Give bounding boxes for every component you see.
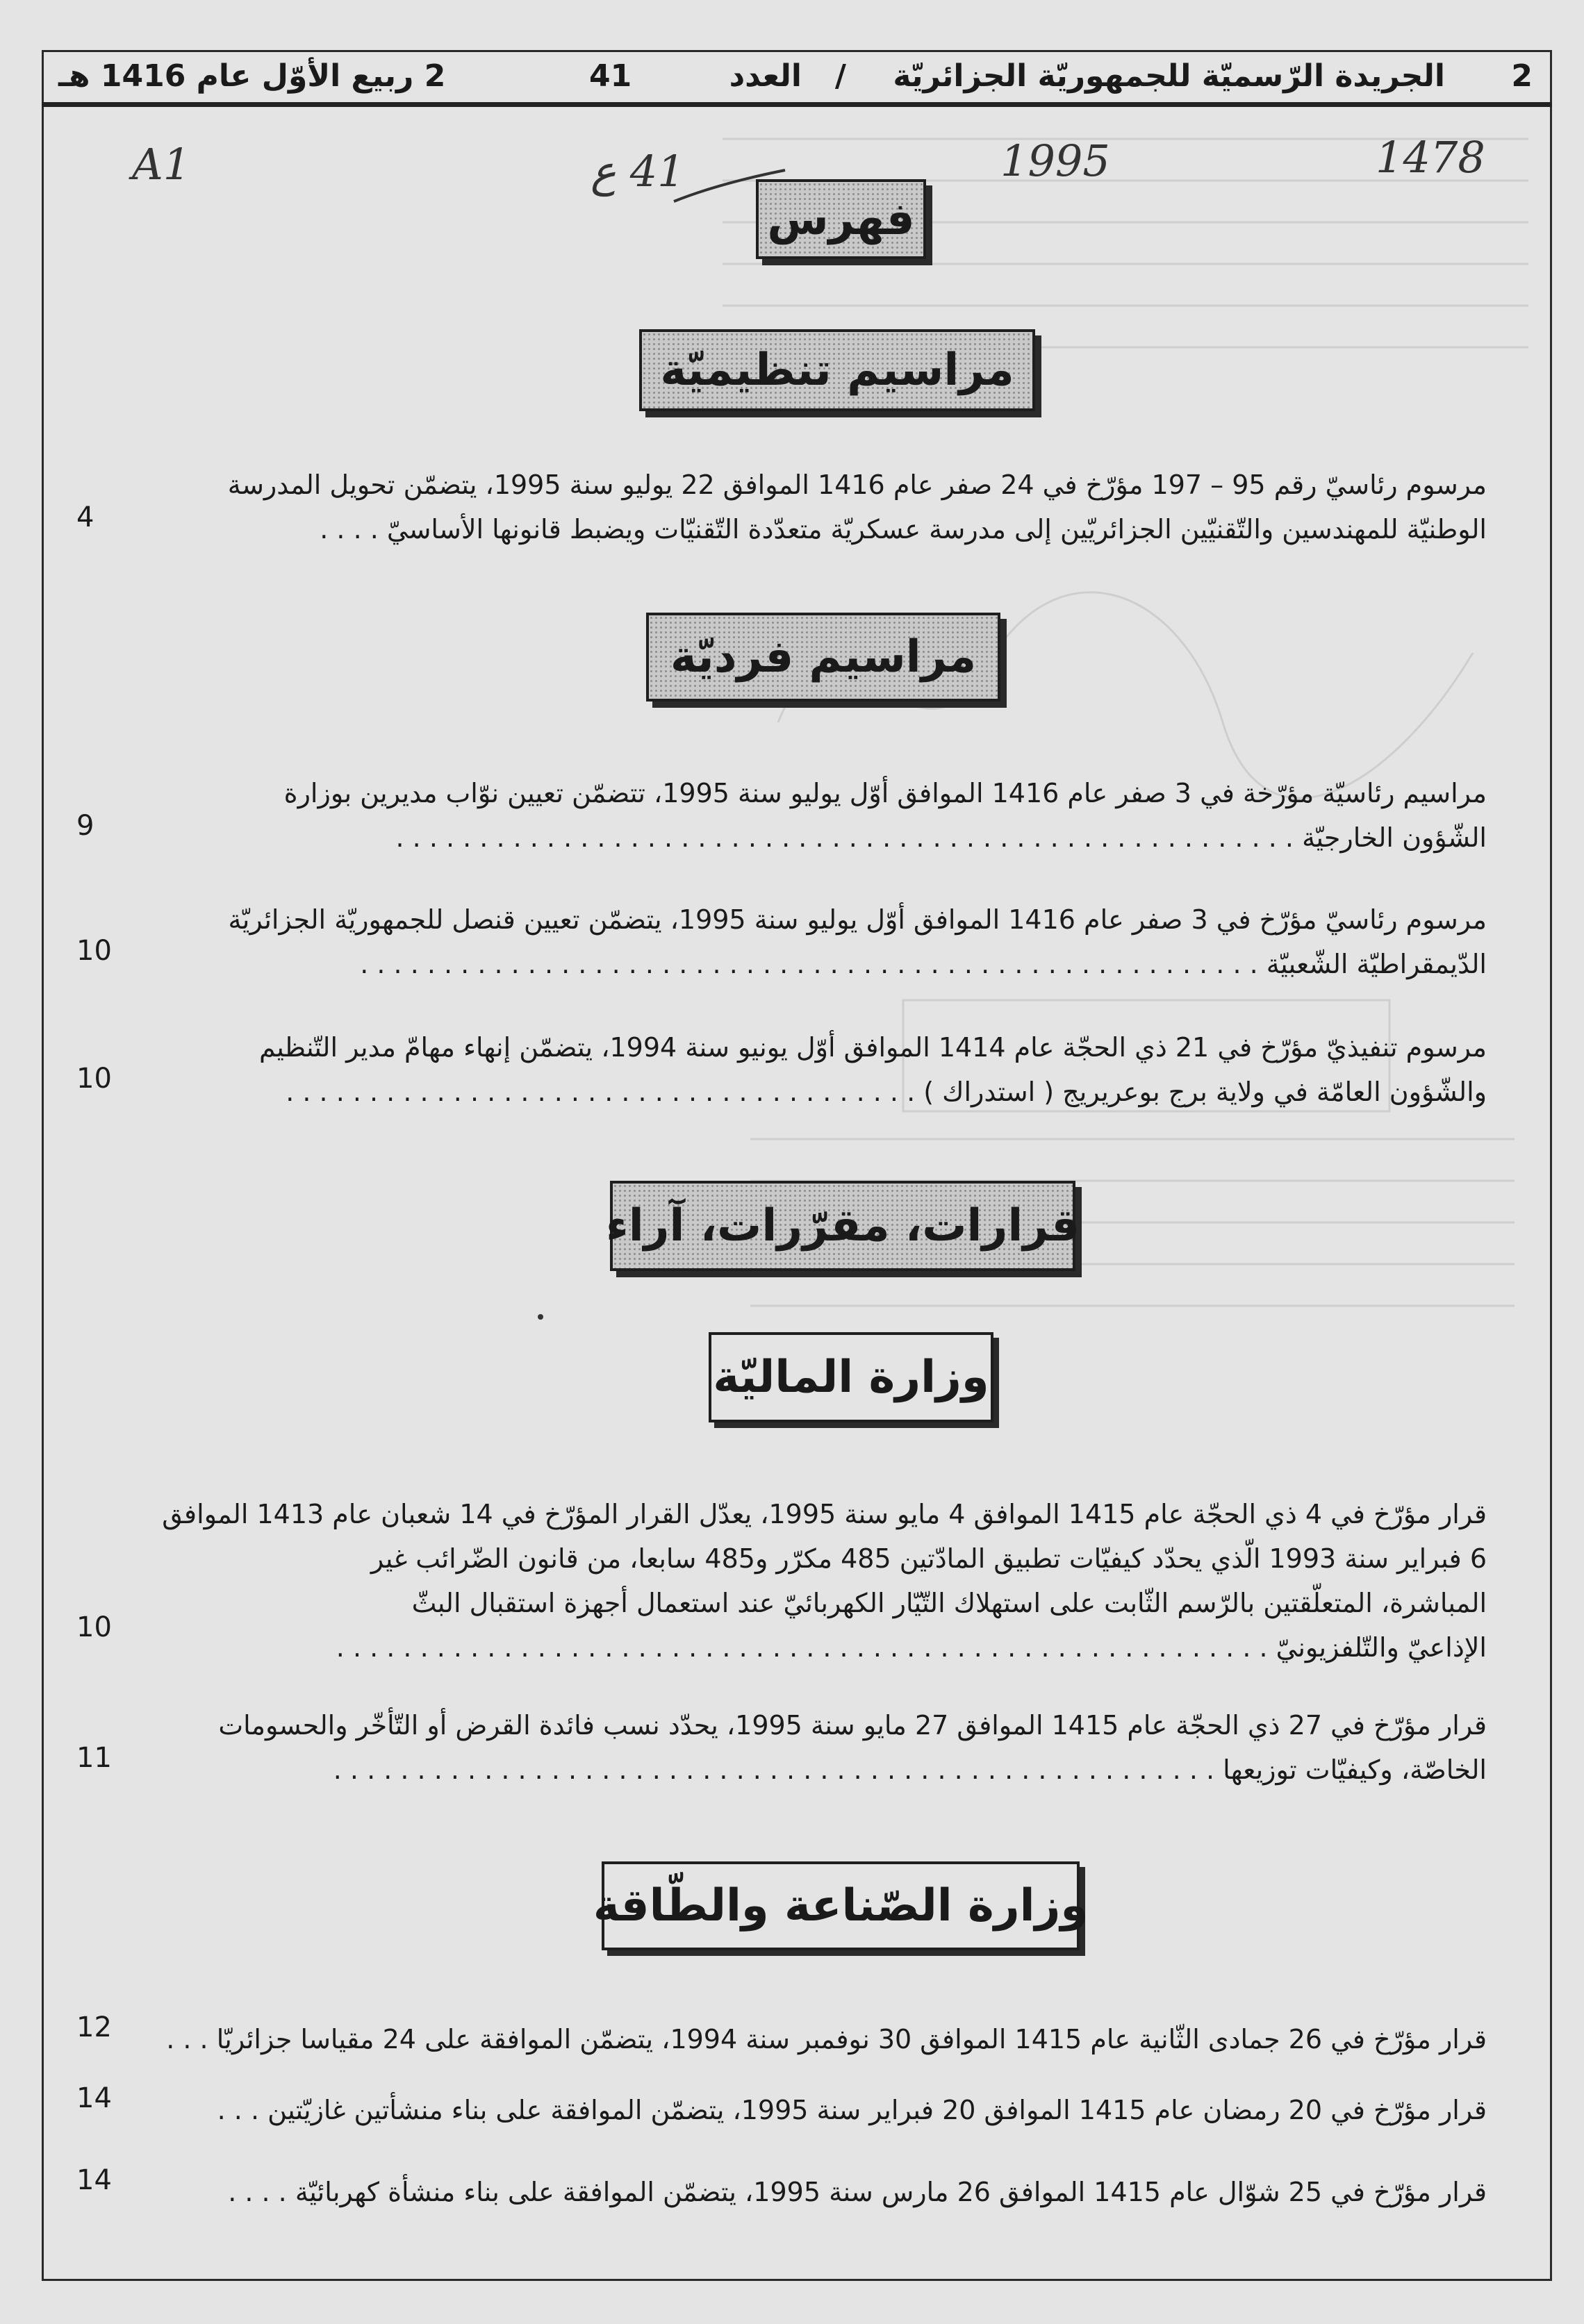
toc-entry-9-line1: قرار مؤرّخ في 25 شوّال عام 1415 الموافق 26 مارس سنة 1995، يتضمّن الموافقة على بناء منشأة كهربائيّة	[295, 2177, 1487, 2207]
header-issue-label: العدد	[729, 58, 802, 94]
toc-entry-7	[153, 2017, 1487, 2061]
toc-entry-3-dots: . . . . . . . . . . . . . . . . . . . . . . . . . . . . . . . . . . . . . . . . . . . . . . . . . . . . . .	[360, 949, 1258, 979]
toc-entry-1-page: 4	[76, 501, 94, 533]
section-individual-decrees: مراسيم فرديّة	[646, 613, 1000, 702]
toc-entry-4-line1: مرسوم تنفيذيّ مؤرّخ في 21 ذي الحجّة عام 1414 الموافق أوّل يونيو سنة 1994، يتضمّن إنهاء مهامّ مدير التّنظيم	[259, 1032, 1487, 1063]
toc-entry-8-line1: قرار مؤرّخ في 20 رمضان عام 1415 الموافق 20 فبراير سنة 1995، يتضمّن الموافقة على بناء منشأتين غازيّتين	[267, 2095, 1487, 2125]
handwritten-corner-note: A1	[132, 139, 191, 190]
toc-entry-4-line2: والشّؤون العامّة في ولاية برج بوعريريج ( استدراك )	[923, 1077, 1487, 1107]
toc-entry-2-line1: مراسيم رئاسيّة مؤرّخة في 3 صفر عام 1416 الموافق أوّل يوليو سنة 1995، تتضمّن تعيين نوّاب مديرين بوزارة	[283, 778, 1487, 808]
toc-entry-1-line2: الوطنيّة للمهندسين والتّقنيّين الجزائريّين إلى مدرسة عسكريّة متعدّدة التّقنيّات ويضبط قانونها الأساسيّ	[386, 514, 1487, 545]
toc-entry-2-dots: . . . . . . . . . . . . . . . . . . . . . . . . . . . . . . . . . . . . . . . . . . . . . . . . . . . . . .	[395, 822, 1294, 853]
header-issue-number: 41	[589, 58, 632, 94]
toc-title: فهرس	[756, 179, 926, 259]
toc-entry-8-dots: . . .	[217, 2095, 260, 2125]
toc-entry-4-dots: . . . . . . . . . . . . . . . . . . . . . . . . . . . . . . . . . . . . . .	[286, 1077, 916, 1107]
section-ministry-finance: وزارة الماليّة	[709, 1332, 993, 1422]
toc-entry-3	[153, 897, 1487, 986]
toc-entry-7-dots: . . .	[166, 2024, 208, 2055]
section-ministry-industry-energy: وزارة الصّناعة والطّاقة	[602, 1861, 1080, 1950]
toc-entry-5-dots: . . . . . . . . . . . . . . . . . . . . . . . . . . . . . . . . . . . . . . . . . . . . . . . . . . . . . . . .	[336, 1632, 1268, 1663]
toc-entry-6-dots: . . . . . . . . . . . . . . . . . . . . . . . . . . . . . . . . . . . . . . . . . . . . . . . . . . . . .	[333, 1754, 1215, 1785]
header-page-number: 2	[1511, 58, 1533, 94]
toc-entry-5-line2: 6 فبراير سنة 1993 الّذي يحدّد كيفيّات تطبيق المادّتين 485 مكرّر و485 سابعا، من قانون الضّرائب غير	[370, 1543, 1487, 1574]
toc-entry-3-page: 10	[76, 935, 112, 967]
toc-entry-9-page: 14	[76, 2164, 112, 2196]
toc-entry-5-line4: الإذاعيّ والتّلفزيونيّ	[1276, 1632, 1487, 1663]
toc-entry-6-line2: الخاصّة، وكيفيّات توزيعها	[1223, 1754, 1487, 1785]
handwritten-year: 1995	[1000, 135, 1110, 186]
toc-entry-3-line2: الدّيمقراطيّة الشّعبيّة	[1266, 949, 1487, 979]
toc-entry-5-line3: المباشرة، المتعلّقتين بالرّسم الثّابت على استهلاك التّيّار الكهربائيّ عند استعمال أجهزة استقبال البثّ	[411, 1588, 1487, 1618]
toc-entry-2-page: 9	[76, 810, 94, 842]
toc-entry-5-line1: قرار مؤرّخ في 4 ذي الحجّة عام 1415 الموافق 4 مايو سنة 1995، يعدّل القرار المؤرّخ في 14 شعبان عام 1413 الموافق	[162, 1499, 1487, 1529]
header-journal-title: الجريدة الرّسميّة للجمهوريّة الجزائريّة	[893, 58, 1445, 94]
toc-entry-6	[153, 1703, 1487, 1792]
handwritten-issue-note: 41 ع	[591, 146, 685, 197]
header-separator: /	[834, 58, 846, 94]
toc-entry-6-page: 11	[76, 1742, 112, 1774]
section-regulatory-decrees: مراسيم تنظيميّة	[639, 329, 1035, 411]
toc-entry-8-page: 14	[76, 2082, 112, 2114]
toc-entry-5	[153, 1492, 1487, 1670]
toc-entry-2-line2: الشّؤون الخارجيّة	[1302, 822, 1487, 853]
toc-entry-8	[153, 2088, 1487, 2132]
toc-entry-1	[153, 463, 1487, 551]
toc-entry-4-page: 10	[76, 1063, 112, 1095]
header-hijri-date: 2 ربيع الأوّل عام 1416 هـ	[58, 58, 446, 94]
stray-dot	[538, 1314, 543, 1320]
toc-entry-3-line1: مرسوم رئاسيّ مؤرّخ في 3 صفر عام 1416 الموافق أوّل يوليو سنة 1995، يتضمّن تعيين قنصل للجمهوريّة الجزائريّة	[228, 904, 1487, 935]
section-decisions: قرارات، مقرّرات، آراء	[610, 1181, 1075, 1271]
toc-entry-7-line1: قرار مؤرّخ في 26 جمادى الثّانية عام 1415 الموافق 30 نوفمبر سنة 1994، يتضمّن الموافقة على 24 مقياسا جزائريّا	[216, 2024, 1487, 2055]
handwritten-ref-number: 1478	[1376, 132, 1485, 183]
toc-entry-9	[153, 2170, 1487, 2214]
toc-entry-1-line1: مرسوم رئاسيّ رقم 95 – 197 مؤرّخ في 24 صفر عام 1416 الموافق 22 يوليو سنة 1995، يتضمّن تحويل المدرسة	[227, 470, 1487, 500]
toc-entry-5-page: 10	[76, 1611, 112, 1643]
toc-entry-4	[153, 1025, 1487, 1114]
toc-entry-7-page: 12	[76, 2011, 112, 2043]
toc-entry-2	[153, 771, 1487, 860]
toc-entry-6-line1: قرار مؤرّخ في 27 ذي الحجّة عام 1415 الموافق 27 مايو سنة 1995، يحدّد نسب فائدة القرض أو التّأخّر والحسومات	[218, 1710, 1487, 1741]
toc-entry-9-dots: . . . .	[228, 2177, 287, 2207]
toc-entry-1-dots: . . . .	[320, 514, 379, 545]
